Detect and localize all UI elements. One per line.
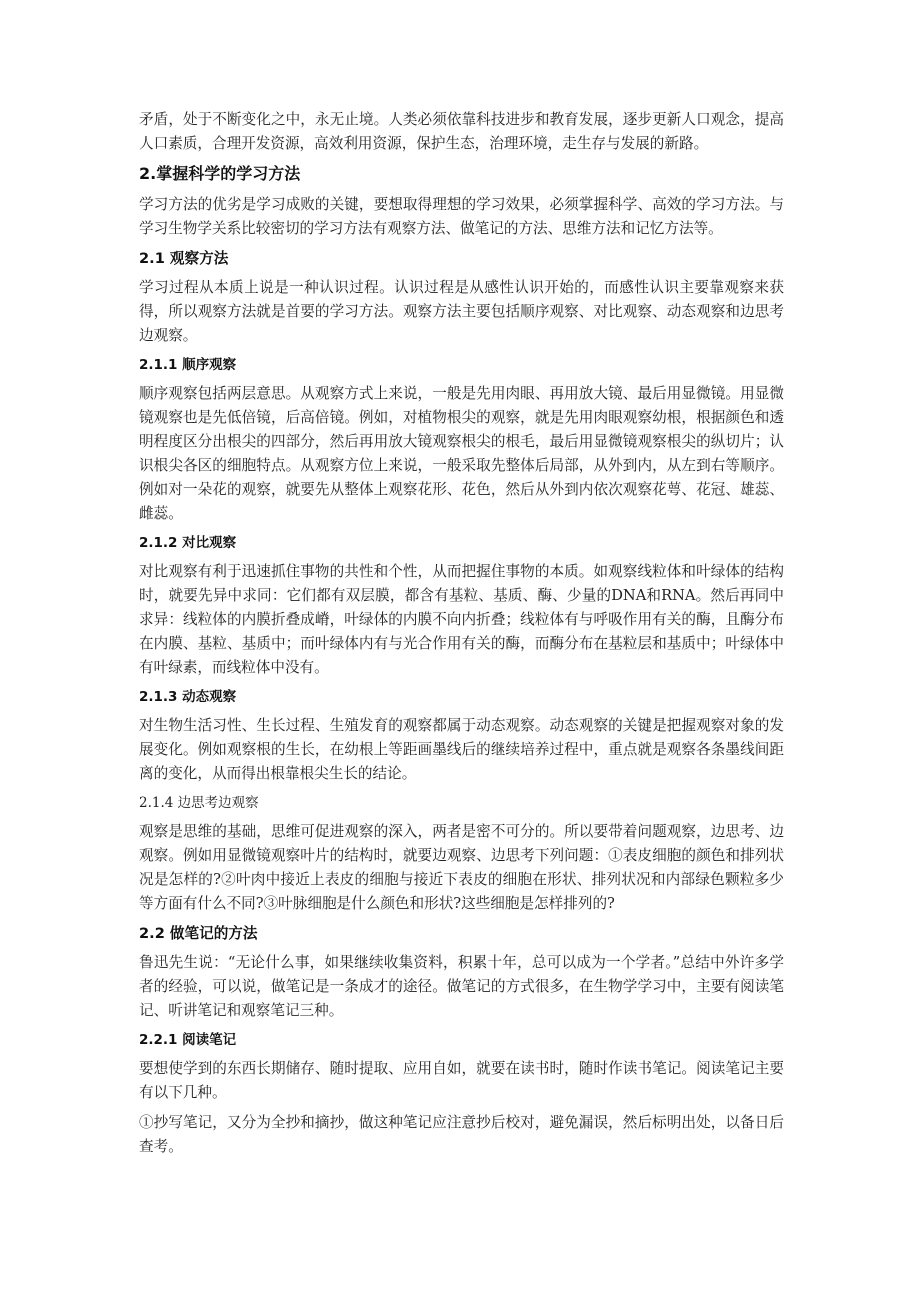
section-2-2-1-item-1: ①抄写笔记，又分为全抄和摘抄，做这种笔记应注意抄后校对，避免漏误，然后标明出处，以备日后查考。 (139, 1114, 784, 1155)
section-2-1-paragraph: 学习过程从本质上说是一种认识过程。认识过程是从感性认识开始的，而感性认识主要靠观察来获得，所以观察方法就是首要的学习方法。观察方法主要包括顺序观察、对比观察、动态观察和边思考边观察。 (139, 279, 784, 344)
section-2-1-3-heading: 2.1.3 动态观察 (139, 689, 237, 705)
document-page (139, 108, 784, 1165)
section-2-heading: 2.掌握科学的学习方法 (139, 164, 301, 183)
section-2-1-2-paragraph: 对比观察有利于迅速抓住事物的共性和个性，从而把握住事物的本质。如观察线粒体和叶绿体的结构时，就要先异中求同：它们都有双层膜，都含有基粒、基质、酶、少量的DNA和RNA。然后再同中求异：线粒体的内膜折叠成嵴，叶绿体的内膜不向内折叠；线粒体有与呼吸作用有关的酶，且酶分布在内膜、基粒、基质中；而叶绿体内有与光合作用有关的酶，而酶分布在基粒层和基质中；叶绿体中有叶绿素，而线粒体中没有。 (139, 563, 784, 676)
section-2-2-1-heading: 2.2.1 阅读笔记 (139, 1032, 237, 1048)
section-2-1-4-paragraph: 观察是思维的基础，思维可促进观察的深入，两者是密不可分的。所以要带着问题观察，边思考、边观察。例如用显微镜观察叶片的结构时，就要边观察、边思考下列问题：①表皮细胞的颜色和排列状况是怎样的?②叶肉中接近上表皮的细胞与接近下表皮的细胞在形状、排列状况和内部绿色颗粒多少等方面有什么不同?③叶脉细胞是什么颜色和形状?这些细胞是怎样排列的? (139, 823, 784, 912)
section-2-1-4-heading: 2.1.4 边思考边观察 (139, 795, 259, 811)
section-2-1-2-heading: 2.1.2 对比观察 (139, 535, 237, 551)
section-2-1-1-heading: 2.1.1 顺序观察 (139, 357, 237, 373)
section-2-2-heading: 2.2 做笔记的方法 (139, 925, 258, 942)
section-2-2-paragraph: 鲁迅先生说：“无论什么事，如果继续收集资料，积累十年，总可以成为一个学者。”总结中外许多学者的经验，可以说，做笔记是一条成才的途径。做笔记的方式很多，在生物学学习中，主要有阅读笔记、听讲笔记和观察笔记三种。 (139, 954, 784, 1019)
section-2-1-1-paragraph: 顺序观察包括两层意思。从观察方式上来说，一般是先用肉眼、再用放大镜、最后用显微镜。用显微镜观察也是先低倍镜，后高倍镜。例如，对植物根尖的观察，就是先用肉眼观察幼根，根据颜色和透明程度区分出根尖的四部分，然后再用放大镜观察根尖的根毛，最后用显微镜观察根尖的纵切片；认识根尖各区的细胞特点。从观察方位上来说，一般采取先整体后局部，从外到内，从左到右等顺序。例如对一朵花的观察，就要先从整体上观察花形、花色，然后从外到内依次观察花萼、花冠、雄蕊、雌蕊。 (139, 385, 784, 522)
intro-paragraph: 矛盾，处于不断变化之中，永无止境。人类必须依靠科技进步和教育发展，逐步更新人口观念，提高人口素质，合理开发资源，高效利用资源，保护生态，治理环境，走生存与发展的新路。 (139, 111, 784, 152)
section-2-1-heading: 2.1 观察方法 (139, 250, 229, 267)
section-2-2-1-paragraph: 要想使学到的东西长期储存、随时提取、应用自如，就要在读书时，随时作读书笔记。阅读笔记主要有以下几种。 (139, 1060, 784, 1101)
section-2-1-3-paragraph: 对生物生活习性、生长过程、生殖发育的观察都属于动态观察。动态观察的关键是把握观察对象的发展变化。例如观察根的生长，在幼根上等距画墨线后的继续培养过程中，重点就是观察各条墨线间距离的变化，从而得出根靠根尖生长的结论。 (139, 717, 784, 782)
section-2-paragraph: 学习方法的优劣是学习成败的关键，要想取得理想的学习效果，必须掌握科学、高效的学习方法。与学习生物学关系比较密切的学习方法有观察方法、做笔记的方法、思维方法和记忆方法等。 (139, 196, 784, 237)
